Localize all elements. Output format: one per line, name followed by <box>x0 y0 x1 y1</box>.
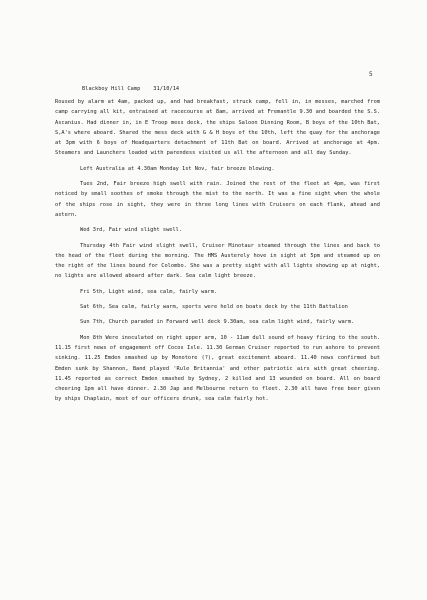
diary-paragraph: Sat 6th, Sea calm, fairly warm, sports were held on boats deck by the 11th Battalion <box>80 304 348 311</box>
diary-paragraph: Mon 8th Were inoculated on right upper arm, 10 - 11am dull sound of heavy firing to the south. 11.15 first news of engagement off Cocos Isle. 11.30 German Cruiser reported to run ashore to prevent sinking. 11.25 Emden smashed up by Monotore (?), great excitement aboard. 11.40 news confirmed but Emden sunk by Shannon, Band played 'Rule Britannia' and other patriotic airs with great cheering. 11.45 reported as correct Emden smashed by Sydney, 2 killed and 13 wounded on board. All on board cheering 1pm all have dinner. 2.30 Jap and Melbourne return to fleet. 2.30 all have free beer given by ships Chaplain, most of our officers drunk, sea calm fairly hot. <box>55 334 380 403</box>
diary-heading: Blackboy Hill Camp 31/10/14 <box>82 86 180 92</box>
diary-paragraph: Roused by alarm at 4am, packed up, and had breakfast, struck camp, fell in, in messes, marched from camp carrying all kit, entrained at racecourse at 8am, arrived at Fremantle 9.30 and boarded the S.S. Ascanius. Had dinner in, in E Troop mess deck, the ships Saloon Dinning Room, B boys of the 10th Bat, S,A's where aboard. Shared the mess deck with G & H boys of the 10th, left the quay for the anchorage at 3pm with 6 boys of Headquarters detachment of 11th Bat on board. Arrived at anchorage at 4pm. Steamers and Launchers loaded with parendess visited us all the afternoon and all day Sunday. <box>55 99 380 157</box>
diary-paragraph: Thursday 4th Fair wind slight swell, Cruiser Minotaur steamed through the lines and back to the head of the fleet during the morning. The HMS Austerely hove in sight at 5pm and steamed up on the right of the lines bound for Colombo. She was a pretty sight with all lights showing up at night, no lights are allowed aboard after dark. Sea calm light breeze. <box>55 242 380 280</box>
diary-paragraph: Fri 5th, Light wind, sea calm, fairly warm. <box>80 288 218 295</box>
diary-paragraph: Wed 3rd, Fair wind slight swell. <box>80 227 183 234</box>
diary-body <box>55 97 380 410</box>
diary-paragraph: Sun 7th, Church paraded in Forward well deck 9.30am, sea calm light wind, fairly warm. <box>80 319 355 326</box>
diary-paragraph: Tues 2nd, Fair breeze high swell with rain. Joined the rest of the fleet at 4pm, was first noticed by small soothes of smoke through the mist to the north. It was a fine sight when the whole of the ships rose in sight, they were in three long lines with Cruisers on each flank, ahead and astern. <box>55 181 380 218</box>
page-number: 5 <box>369 71 373 78</box>
diary-paragraph: Left Australia at 4.30am Monday 1st Nov, fair breeze blowing. <box>80 165 275 172</box>
